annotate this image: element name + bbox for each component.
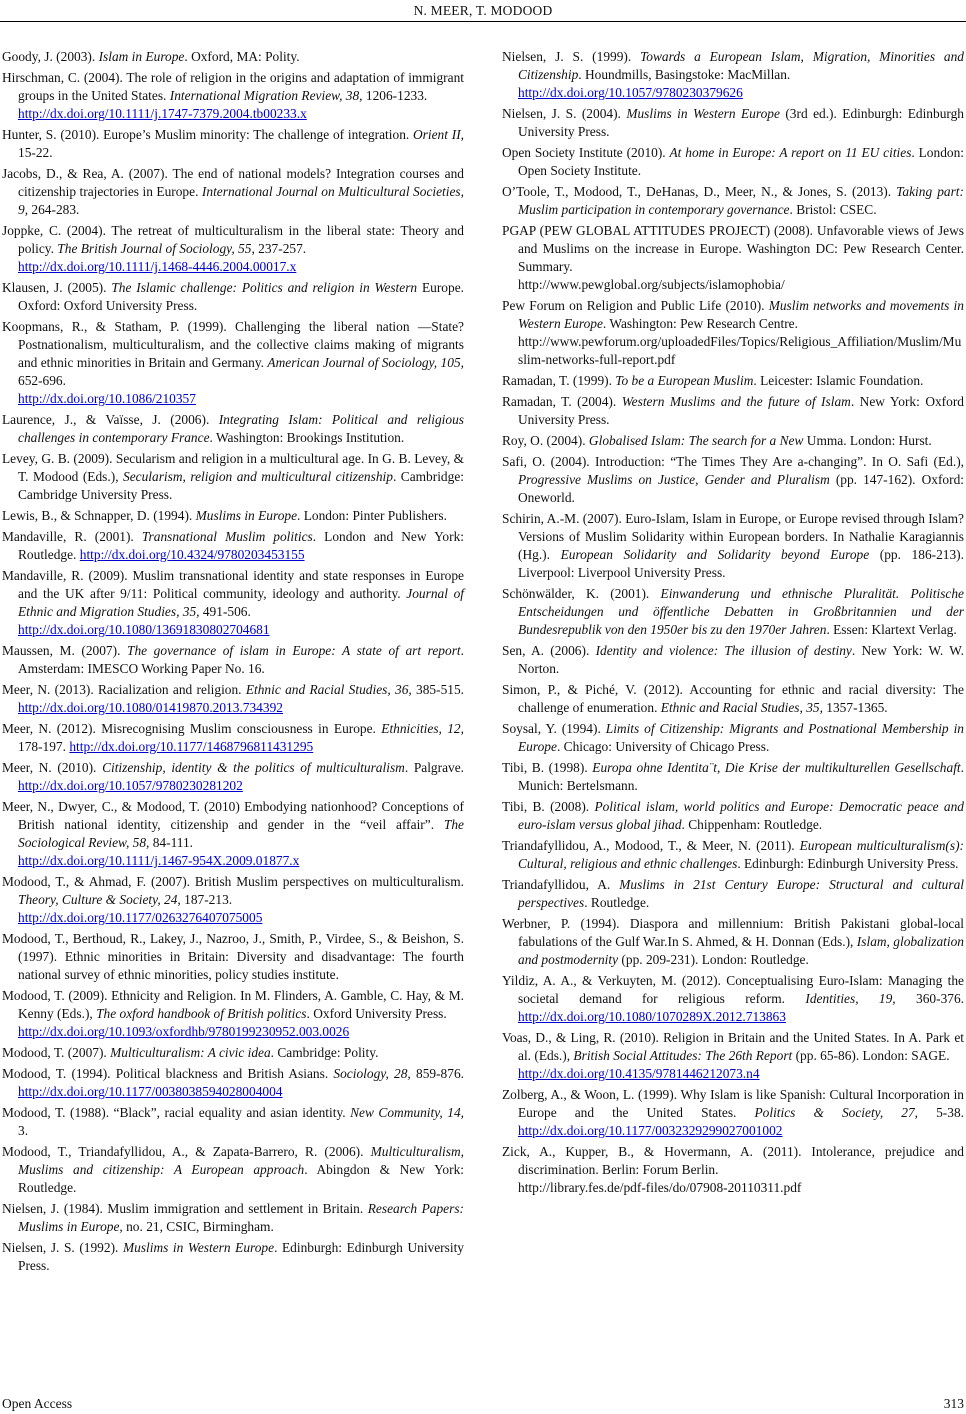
reference-title: Islam in Europe [98,49,185,64]
reference-link[interactable]: http://dx.doi.org/10.1093/oxfordhb/9780199230952.003.0026 [18,1024,350,1039]
reference-text: Tibi, B. (2008). [502,799,595,814]
reference-title: American Journal of Sociology, 105, [267,355,464,370]
reference-entry [502,720,964,756]
reference-text: Lewis, B., & Schnapper, D. (1994). [2,508,196,523]
reference-text: Ramadan, T. (2004). [502,394,622,409]
header-rule [0,21,966,22]
reference-title: Muslims in Europe [195,508,298,523]
reference-text: Soysal, Y. (1994). [502,721,606,736]
reference-title: Taking part: Muslim participation in contemporary governance [518,184,964,217]
reference-text: Ramadan, T. (1999). [502,373,616,388]
reference-title: Integrating Islam: Political and religious challenges in contemporary France [18,412,464,445]
reference-entry [502,1086,964,1140]
reference-link[interactable]: http://dx.doi.org/10.1177/0032329299027001002 [518,1123,783,1138]
reference-link-line [18,105,464,123]
reference-title: New Community, 14, [350,1105,464,1120]
reference-title: Theory, Culture & Society, 24, [18,892,181,907]
reference-details: . London: Pinter Publishers. [297,508,447,523]
reference-entry [2,1200,464,1236]
reference-entry [502,915,964,969]
reference-link[interactable]: http://dx.doi.org/10.1057/9780230281202 [18,778,243,793]
reference-text: Laurence, J., & Vaïsse, J. (2006). [2,412,219,427]
reference-entry [502,144,964,180]
reference-text: Mandaville, R. (2001). [2,529,142,544]
reference-entry [502,1029,964,1083]
reference-link-line [518,84,964,102]
reference-link[interactable]: http://dx.doi.org/10.1111/j.1467-954X.2009.01877.x [18,853,300,868]
reference-text: Pew Forum on Religion and Public Life (2010). [502,298,769,313]
reference-title: Progressive Muslims on Justice, Gender and Pluralism [518,472,830,487]
reference-link[interactable]: http://dx.doi.org/10.4135/9781446212073.n4 [518,1066,760,1081]
reference-link[interactable]: http://dx.doi.org/10.1080/1070289X.2012.713863 [518,1009,786,1024]
reference-text: Modood, T. (2007). [2,1045,111,1060]
reference-details: . New York: Oxford University Press. [518,394,964,427]
reference-entry [2,507,464,525]
reference-title: International Journal on Multicultural Societies, 9, [18,184,464,217]
reference-link-line [518,1065,964,1083]
reference-title: Sociology, 28, [333,1066,411,1081]
reference-title: Muslim networks and movements in Western Europe [518,298,964,331]
reference-title: To be a European Muslim [615,373,754,388]
reference-details: 84-111. [149,835,194,850]
reference-title: Globalised Islam: The search for a New [588,433,804,448]
reference-details: (3rd ed.). Edinburgh: Edinburgh University Press. [518,106,964,139]
reference-entry [2,567,464,639]
reference-entry [502,222,964,294]
reference-details: Umma. London: Hurst. [803,433,932,448]
reference-entry [2,1065,464,1101]
reference-text: Open Society Institute (2010). [502,145,670,160]
reference-details: . Abingdon & New York: Routledge. [18,1162,464,1195]
reference-entry [2,1044,464,1062]
reference-entry [502,642,964,678]
reference-details: . Cambridge: Polity. [270,1045,379,1060]
reference-details: (pp. 209-231). London: Routledge. [618,952,809,967]
reference-text: Meer, N. (2013). Racialization and religion. [2,682,246,697]
reference-text: Koopmans, R., & Statham, P. (1999). Challenging the liberal nation —State? Postnationalism, multiculturalism, and the collective claims making of migrants and ethnic minorities in Britain and Germany. [2,319,464,370]
reference-entry [2,126,464,162]
reference-details: . Houndmills, Basingstoke: MacMillan. [578,67,791,82]
reference-details: . Edinburgh: Edinburgh University Press. [737,856,959,871]
reference-title: Limits of Citizenship: Migrants and Postnational Membership in Europe [518,721,964,754]
reference-details: 859-876. [410,1066,464,1081]
reference-details: . Routledge. [584,895,650,910]
reference-details: . Leicester: Islamic Foundation. [753,373,924,388]
reference-text: Modood, T., Berthoud, R., Lakey, J., Nazroo, J., Smith, P., Virdee, S., & Beishon, S. (1997). Ethnic minorities in Britain: Diversity and disadvantage: The fourth national survey of ethnic minorities, policy studies institute. [2,931,464,982]
reference-entry [2,987,464,1041]
reference-details: 5-38. [918,1105,964,1120]
reference-entry [2,69,464,123]
reference-entry [502,183,964,219]
reference-entry [502,297,964,369]
reference-title: Towards a European Islam, Migration, Minorities and Citizenship [518,49,964,82]
reference-details: 178-197. [18,739,70,754]
reference-title: Orient II, [413,127,465,142]
reference-details: (pp. 186-213). Liverpool: Liverpool University Press. [518,547,964,580]
reference-title: Multiculturalism, Muslims and citizenship: A European approach [18,1144,464,1177]
reference-title: European multiculturalism(s): Cultural, religious and ethnic challenges [518,838,964,871]
reference-details: 652-696. [18,373,66,388]
reference-text: Hirschman, C. (2004). The role of religion in the origins and adaptation of immigrant groups in the United States. [2,70,464,103]
reference-entry [502,510,964,582]
reference-entry [2,642,464,678]
reference-link[interactable]: http://dx.doi.org/10.1080/01419870.2013.734392 [18,700,283,715]
reference-entry [2,759,464,795]
footer-journal: Open Access [2,1396,73,1411]
reference-entry [2,930,464,984]
reference-text: Nielsen, J. S. (2004). [502,106,627,121]
reference-details: (pp. 65-86). London: SAGE. [792,1048,950,1063]
reference-link[interactable]: http://library.fes.de/pdf-files/do/07908-20110311.pdf [518,1180,802,1195]
reference-text: Goody, J. (2003). [2,49,99,64]
reference-entry [502,759,964,795]
references-right-column [502,48,964,1200]
reference-title: Western Muslims and the future of Islam [621,394,851,409]
reference-entry [2,873,464,927]
reference-text: Sen, A. (2006). [502,643,596,658]
reference-title: Political islam, world politics and Europe: Democratic peace and euro-islam versus global jihad [518,799,965,832]
reference-text: Klausen, J. (2005). [2,280,112,295]
reference-entry [2,165,464,219]
reference-entry [502,453,964,507]
reference-title: Muslims in Western Europe [122,1240,275,1255]
reference-entry [2,1143,464,1197]
reference-text: O’Toole, T., Modood, T., DeHanas, D., Meer, N., & Jones, S. (2013). [502,184,897,199]
reference-title: Identity and violence: The illusion of destiny [595,643,852,658]
reference-text: Schönwälder, K. (2001). [502,586,661,601]
reference-details: . Munich: Bertelsmann. [518,760,965,793]
reference-link[interactable]: http://dx.doi.org/10.1177/0263276407075005 [18,910,263,925]
reference-title: Einwanderung und ethnische Pluralität. Politische Entscheidungen und öffentliche Debatten in Großbritannien und der Bundesrepublik von den 1950er bis zu den 1970er Jahren [518,586,965,637]
reference-entry [502,432,964,450]
reference-text: Werbner, P. (1994). Diaspora and millennium: British Pakistani global-local fabulations of the Gulf War.In S. Ahmed, & H. Donnan (Eds.), [502,916,964,949]
page-number: 313 [943,1396,964,1411]
reference-details: . New York: W. W. Norton. [518,643,964,676]
reference-link-line [18,258,464,276]
reference-text: Modood, T., & Ahmad, F. (2007). British Muslim perspectives on multiculturalism. [2,874,464,889]
reference-details: . Palgrave. [404,760,465,775]
reference-entry [502,48,964,102]
reference-details: no. 21, CSIC, Birmingham. [122,1219,274,1234]
reference-title: European Solidarity and Solidarity beyond Europe [560,547,870,562]
reference-text: Mandaville, R. (2009). Muslim transnational identity and state responses in Europe and the UK after 9/11: Political community, ideology and authority. [2,568,464,601]
reference-text: Meer, N. (2010). [2,760,103,775]
reference-text: Hunter, S. (2010). Europe’s Muslim minority: The challenge of integration. [2,127,414,142]
reference-text: PGAP (PEW GLOBAL ATTITUDES PROJECT) (2008). Unfavorable views of Jews and Muslims on the increase in Europe. Washington DC: Pew Research Center. Summary. [502,223,964,274]
reference-entry [2,450,464,504]
reference-details: . Chicago: University of Chicago Press. [556,739,770,754]
reference-title: Ethnicities, 12, [381,721,464,736]
reference-link-line [18,1023,464,1041]
reference-text: Triandafyllidou, A., Modood, T., & Meer, N. (2011). [502,838,800,853]
reference-link[interactable]: http://dx.doi.org/10.1057/9780230379626 [518,85,743,100]
reference-text: Meer, N. (2012). Misrecognising Muslim consciousness in Europe. [2,721,382,736]
reference-entry [2,279,464,315]
reference-text: Modood, T., Triandafyllidou, A., & Zapata-Barrero, R. (2006). [2,1144,371,1159]
reference-title: Ethnic and Racial Studies, 35, [660,700,823,715]
reference-title: Secularism, religion and multicultural citizenship [123,469,393,484]
reference-title: The oxford handbook of British politics [96,1006,307,1021]
reference-title: Transnational Muslim politics [141,529,313,544]
reference-link-line [18,390,464,408]
reference-text: Simon, P., & Piché, V. (2012). Accounting for ethnic and racial diversity: The challenge of enumeration. [502,682,964,715]
reference-text: Levey, G. B. (2009). Secularism and religion in a multicultural age. In G. B. Levey, & T. Modood (Eds.), [2,451,464,484]
reference-title: Multiculturalism: A civic idea [110,1045,271,1060]
reference-entry [502,105,964,141]
reference-details: 1206-1233. [362,88,428,103]
reference-entry [2,48,464,66]
reference-entry [2,318,464,408]
reference-title: Ethnic and Racial Studies, 36, [245,682,412,697]
reference-details: . Washington: Brookings Institution. [209,430,405,445]
reference-text: Yildiz, A. A., & Verkuyten, M. (2012). Conceptualising Euro-Islam: Managing the societal demand for religious reform. [502,973,964,1006]
reference-link[interactable]: http://dx.doi.org/10.4324/9780203453155 [79,547,305,562]
reference-text: Zick, A., Kupper, B., & Hovermann, A. (2011). Intolerance, prejudice and discrimination. Berlin: Forum Berlin. [502,1144,964,1177]
reference-link[interactable]: http://www.pewforum.org/uploadedFiles/Topics/Religious_Affiliation/Muslim/Muslim-networks-full-report.pdf [518,334,962,367]
reference-title: Islam, globalization and postmodernity [518,934,964,967]
reference-details: . Cambridge: Cambridge University Press. [18,469,464,502]
reference-entry [2,528,464,564]
reference-entry [502,585,964,639]
reference-details: . London: Open Society Institute. [518,145,964,178]
reference-details: 360-376. [895,991,965,1006]
reference-title: Politics & Society, 27, [754,1105,919,1120]
reference-entry [502,393,964,429]
reference-title: Research Papers: Muslims in Europe, [18,1201,464,1234]
reference-link[interactable]: http://dx.doi.org/10.1111/j.1747-7379.2004.tb00233.x [18,106,307,121]
reference-details: . Chippenham: Routledge. [681,817,823,832]
reference-title: Muslims in Western Europe [626,106,780,121]
reference-text: Schirin, A.-M. (2007). Euro-Islam, Islam in Europe, or Europe revised through Islam? Versions of Muslim Solidarity within European borders. In Nathalie Karagiannis (Hg.). [502,511,964,562]
reference-text: Modood, T. (1988). “Black”, racial equality and asian identity. [2,1105,351,1120]
reference-text: Triandafyllidou, A. [502,877,620,892]
reference-details: . Oxford University Press. [306,1006,447,1021]
reference-details: (pp. 147-162). Oxford: Oneworld. [518,472,964,505]
reference-text: Nielsen, J. S. (1999). [502,49,641,64]
reference-entry [502,1143,964,1197]
reference-details: 15-22. [18,145,53,160]
reference-text: Modood, T. (1994). Political blackness and British Asians. [2,1066,334,1081]
reference-entry [2,720,464,756]
reference-details: 3. [18,1123,29,1138]
reference-link[interactable]: http://dx.doi.org/10.1080/13691830802704681 [18,622,270,637]
reference-title: British Social Attitudes: The 26th Report [573,1048,793,1063]
reference-title: Muslims in 21st Century Europe: Structural and cultural perspectives [518,877,965,910]
reference-entry [2,681,464,717]
reference-details: 264-283. [28,202,80,217]
reference-text: Joppke, C. (2004). The retreat of multiculturalism in the liberal state: Theory and policy. [2,223,464,256]
reference-details: 385-515. [411,682,465,697]
reference-entry [502,372,964,390]
reference-text: Modood, T. (2009). Ethnicity and Religion. In M. Flinders, A. Gamble, C. Hay, & M. Kenny (Eds.), [2,988,464,1021]
reference-details: . Bristol: CSEC. [789,202,877,217]
reference-link[interactable]: http://www.pewglobal.org/subjects/islamophobia/ [518,277,785,292]
reference-text: Safi, O. (2004). Introduction: “The Times They Are a-changing”. In O. Safi (Ed.), [502,454,964,469]
reference-details: . Washington: Pew Research Centre. [602,316,798,331]
reference-title: The governance of islam in Europe: A state of art report [127,643,461,658]
reference-details: . London and New York: Routledge. [18,529,465,562]
reference-details: 237-257. [254,241,307,256]
reference-link-line [18,852,464,870]
reference-title: The Islamic challenge: Politics and religion in Western [111,280,418,295]
reference-entry [502,798,964,834]
reference-title: Citizenship, identity & the politics of multiculturalism [102,760,405,775]
reference-entry [2,222,464,276]
reference-link[interactable]: http://dx.doi.org/10.1177/0038038594028004004 [18,1084,283,1099]
reference-title: The British Journal of Sociology, 55, [57,241,255,256]
reference-title: Europa ohne Identita¨t, Die Krise der multikulturellen Gesellschaft [592,760,961,775]
reference-entry [2,411,464,447]
reference-entry [2,798,464,870]
reference-details: . Edinburgh: Edinburgh University Press. [18,1240,464,1273]
reference-details: . Amsterdam: IMESCO Working Paper No. 16. [18,643,464,676]
reference-text: Voas, D., & Ling, R. (2010). Religion in Britain and the United States. In A. Park et al. (Eds.), [502,1030,964,1063]
reference-details: . Essen: Klartext Verlag. [826,622,957,637]
reference-entry [502,876,964,912]
reference-details: 187-213. [180,892,233,907]
references-left-column [2,48,464,1278]
reference-link[interactable]: http://dx.doi.org/10.1086/210357 [18,391,196,406]
reference-title: International Migration Review, 38, [169,88,363,103]
reference-entry [2,1104,464,1140]
reference-title: At home in Europe: A report on 11 EU cities [669,145,912,160]
reference-text: Meer, N., Dwyer, C., & Modood, T. (2010) Embodying nationhood? Conceptions of British national identity, citizenship and gender in the “veil affair”. [2,799,464,832]
reference-entry [2,1239,464,1275]
reference-link[interactable]: http://dx.doi.org/10.1111/j.1468-4446.2004.00017.x [18,259,297,274]
reference-entry [502,972,964,1026]
reference-text: Maussen, M. (2007). [2,643,128,658]
reference-link-line [18,621,464,639]
reference-text: Nielsen, J. (1984). Muslim immigration and settlement in Britain. [2,1201,368,1216]
reference-entry [502,837,964,873]
reference-text: Nielsen, J. S. (1992). [2,1240,123,1255]
reference-title: Journal of Ethnic and Migration Studies, 35, [18,586,465,619]
reference-title: Identities, 19, [805,991,896,1006]
reference-text: Zolberg, A., & Woon, L. (1999). Why Islam is like Spanish: Cultural Incorporation in Europe and the United States. [502,1087,964,1120]
reference-link-line [18,909,464,927]
reference-details: 1357-1365. [822,700,888,715]
reference-text: Roy, O. (2004). [502,433,589,448]
reference-text: Tibi, B. (1998). [502,760,593,775]
reference-link[interactable]: http://dx.doi.org/10.1177/1468796811431295 [69,739,314,754]
reference-title: The Sociological Review, 58, [18,817,464,850]
reference-entry [502,681,964,717]
reference-details: Europe. Oxford: Oxford University Press. [18,280,464,313]
reference-text: Jacobs, D., & Rea, A. (2007). The end of national models? Integration courses and citizenship trajectories in Europe. [2,166,464,199]
reference-details: . Oxford, MA: Polity. [184,49,300,64]
reference-details: 491-506. [199,604,251,619]
running-header: N. MEER, T. MODOOD [413,3,553,18]
